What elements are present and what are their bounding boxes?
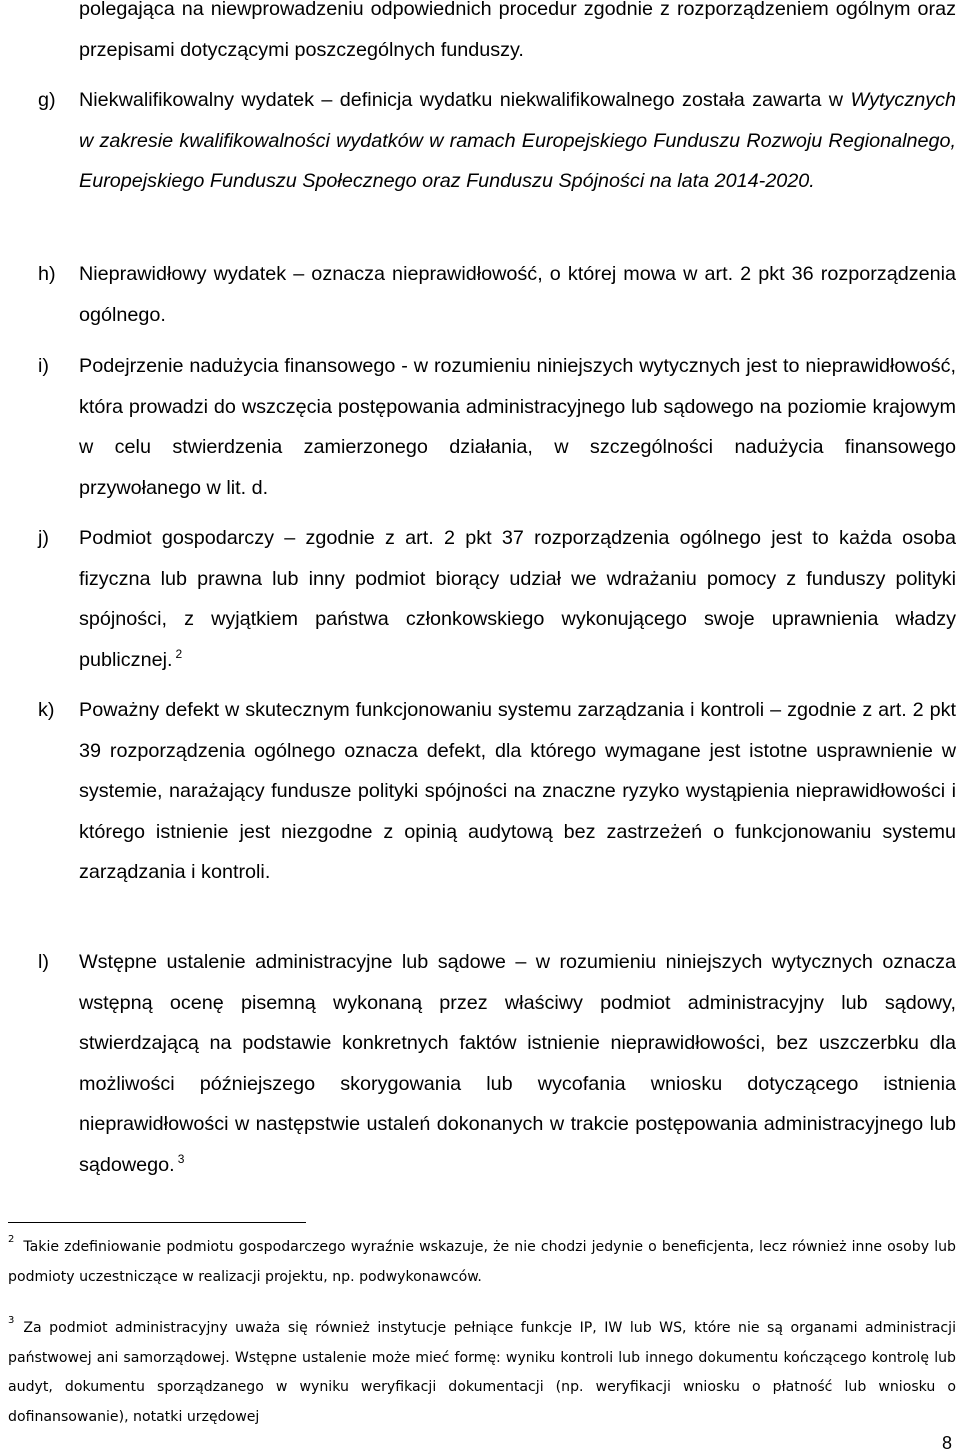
footnote (8, 1314, 956, 1432)
footnote-number: 2 (8, 1234, 15, 1245)
footnote-text: Za podmiot administracyjny uważa się również instytucje pełniące funkcje IP, IW lub WS, które nie są organami administracji państwowej ani samorządowej. Wstępne ustalenie może mieć formę: wyniku kontroli lub innego dokumentu kończącego kontrolę lub audyt, dokumentu sporządzanego w wyniku weryfikacji dokumentacji (np. weryfikacji wniosku o płatność lub wniosku o dofinansowanie), notatki urzędowej (8, 1320, 956, 1425)
item-text: Wstępne ustalenie administracyjne lub sądowe – w rozumieniu niniejszych wytycznych oznacza wstępną ocenę pisemną wykonaną przez właściwy podmiot administracyjny lub sądowy, stwierdzającą na podstawie konkretnych faktów istnienie nieprawidłowości, bez uszczerbku dla możliwości późniejszego skorygowania lub wycofania wniosku dotyczącego istnienia nieprawidłowości w następstwie ustaleń dokonanych w trakcie postępowania administracyjnego lub sądowego. $^3$ (79, 951, 956, 1176)
item-label: h) (38, 263, 56, 285)
item-label: j) (38, 527, 49, 549)
continuation-paragraph: polegająca na niewprowadzeniu odpowiednich procedur zgodnie z rozporządzeniem ogólnym oraz przepisami dotyczącymi poszczególnych funduszy. (79, 0, 956, 61)
footnote-separator (8, 1222, 306, 1223)
footnote-number: 3 (8, 1315, 15, 1326)
page-number: 8 (941, 1433, 952, 1453)
item-text: Poważny defekt w skutecznym funkcjonowaniu systemu zarządzania i kontroli – zgodnie z art. 2 pkt 39 rozporządzenia ogólnego oznacza defekt, dla którego wymagane jest istotne usprawnienie w systemie, narażający fundusze polityki spójności na znaczne ryzyko wystąpienia nieprawidłowości i którego istnienie jest niezgodne z opinią audytową bez zastrzeżeń o funkcjonowaniu systemu zarządzania i kontroli. (79, 699, 956, 883)
item-label: k) (38, 699, 55, 721)
item-text: Niekwalifikowalny wydatek – definicja wydatku niekwalifikowalnego została zawarta w Wytycznych w zakresie kwalifikowalności wydatków w ramach Europejskiego Funduszu Rozwoju Regionalnego, Europejskiego Funduszu Społecznego oraz Funduszu Spójności na lata 2014-2020. (79, 89, 956, 192)
item-text: Podmiot gospodarczy – zgodnie z art. 2 pkt 37 rozporządzenia ogólnego jest to każda osoba fizyczna lub prawna lub inny podmiot biorący udział we wdrażaniu pomocy z funduszy polityki spójności, z wyjątkiem państwa członkowskiego wykonującego swoje uprawnienia władzy publicznej. $^2$ (79, 527, 956, 671)
item-text-italic: Wytycznych w zakresie kwalifikowalności wydatków w ramach Europejskiego Funduszu Rozwoju Regionalnego, Europejskiego Funduszu Społecznego oraz Funduszu Spójności na lata 2014-2020. (79, 89, 956, 192)
item-text: Nieprawidłowy wydatek – oznacza nieprawidłowość, o której mowa w art. 2 pkt 36 rozporządzenia ogólnego. (79, 263, 956, 326)
footnote-ref[interactable]: 2 (175, 646, 183, 661)
footnote (8, 1233, 956, 1292)
item-label: g) (38, 89, 56, 111)
item-label: i) (38, 355, 49, 377)
footnote-text: Takie zdefiniowanie podmiotu gospodarczego wyraźnie wskazuje, że nie chodzi jedynie o beneficjenta, lecz również inne osoby lub podmioty uczestniczące w realizacji projektu, np. podwykonawców. (8, 1239, 956, 1285)
footnote-ref[interactable]: 3 (177, 1151, 185, 1166)
item-text: Podejrzenie nadużycia finansowego - w rozumieniu niniejszych wytycznych jest to nieprawidłowość, która prowadzi do wszczęcia postępowania administracyjnego lub sądowego na poziomie krajowym w celu stwierdzenia zamierzonego działania, w szczególności nadużycia finansowego przywołanego w lit. d. (79, 355, 956, 499)
item-label: l) (38, 951, 49, 973)
